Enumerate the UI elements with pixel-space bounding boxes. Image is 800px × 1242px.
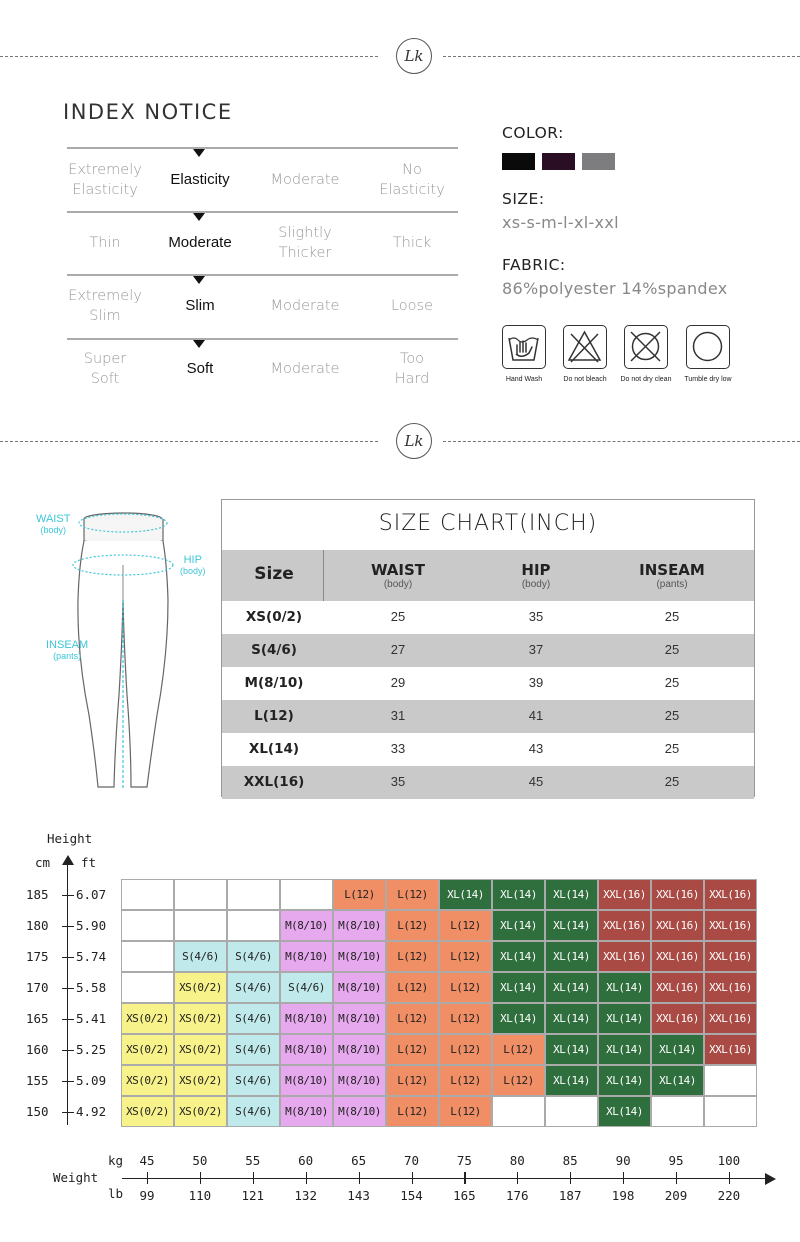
size-chart-size-cell: M(8/10) xyxy=(244,675,304,691)
height-tick-mark xyxy=(62,1112,74,1113)
size-grid-cell: XL(14) xyxy=(545,941,598,972)
height-ft-tick-label: 4.92 xyxy=(76,1103,107,1119)
size-chart-row xyxy=(222,601,754,634)
index-cell-selected: Soft xyxy=(186,360,214,377)
size-chart-header-sub: (pants) xyxy=(656,579,688,590)
lb-unit-label: lb xyxy=(108,1186,124,1201)
size-chart-value-cell: 27 xyxy=(390,642,406,657)
height-cm-tick-label: 180 xyxy=(26,917,49,933)
size-grid-empty-cell xyxy=(280,879,333,910)
middle-divider-left xyxy=(0,441,378,442)
height-cm-tick-label: 185 xyxy=(26,886,49,902)
height-cm-tick-label: 160 xyxy=(26,1041,49,1057)
size-chart-value-cell: 39 xyxy=(528,675,544,690)
size-chart-size-cell: XL(14) xyxy=(248,741,300,757)
size-values: xs-s-m-l-xl-xxl xyxy=(502,213,619,232)
size-grid-empty-cell xyxy=(174,879,227,910)
ft-unit-label: ft xyxy=(81,855,97,870)
weight-lb-tick-label: 132 xyxy=(294,1188,317,1203)
index-cell: Thin xyxy=(89,235,121,251)
height-ft-tick-label: 5.58 xyxy=(76,979,107,995)
index-cell: Moderate xyxy=(270,298,340,314)
height-tick-mark xyxy=(62,957,74,958)
weight-lb-tick-label: 121 xyxy=(241,1188,265,1203)
size-chart-row xyxy=(222,733,754,766)
weight-kg-tick-label: 70 xyxy=(403,1153,420,1168)
waist-label xyxy=(36,514,70,536)
size-chart-header-sub: (body) xyxy=(521,579,551,590)
size-chart-row xyxy=(222,667,754,700)
size-grid-cell: XXL(16) xyxy=(651,941,704,972)
weight-lb-tick-label: 110 xyxy=(188,1188,212,1203)
height-cm-tick-label: 165 xyxy=(26,1010,49,1026)
size-grid-cell: L(12) xyxy=(386,1096,439,1127)
size-chart-value-cell: 25 xyxy=(664,642,680,657)
size-chart-row xyxy=(222,700,754,733)
size-grid-cell: XL(14) xyxy=(545,879,598,910)
size-grid-cell: XXL(16) xyxy=(651,1003,704,1034)
size-grid-cell: XL(14) xyxy=(545,1003,598,1034)
size-grid-cell: XXL(16) xyxy=(704,941,757,972)
size-grid-cell: S(4/6) xyxy=(227,1034,280,1065)
index-cell-selected: Slim xyxy=(185,297,215,314)
do-not-dry-clean-icon xyxy=(624,325,668,369)
hip-label xyxy=(180,555,206,577)
waist-label-text: WAIST xyxy=(36,513,71,525)
color-swatch-gray xyxy=(582,153,615,170)
cm-unit-label: cm xyxy=(35,855,51,870)
index-cell: Moderate xyxy=(270,172,340,188)
size-grid-cell: XL(14) xyxy=(598,972,651,1003)
weight-kg-tick-label: 100 xyxy=(717,1153,741,1168)
size-grid-cell: XL(14) xyxy=(598,1034,651,1065)
weight-tick-mark xyxy=(200,1172,201,1184)
size-grid-empty-cell xyxy=(545,1096,598,1127)
weight-tick-mark xyxy=(412,1172,413,1184)
index-cell: Slightly Thicker xyxy=(278,225,332,261)
size-grid-cell: XL(14) xyxy=(545,1065,598,1096)
size-grid-cell: L(12) xyxy=(386,972,439,1003)
weight-tick-mark xyxy=(570,1172,571,1184)
size-grid-cell: XL(14) xyxy=(598,1003,651,1034)
size-grid-empty-cell xyxy=(121,879,174,910)
size-grid-empty-cell xyxy=(121,941,174,972)
hand-wash-icon xyxy=(502,325,546,369)
height-ft-tick-label: 6.07 xyxy=(76,886,107,902)
size-chart-size-cell: XXL(16) xyxy=(243,774,305,790)
size-chart-header-cell xyxy=(214,564,334,584)
size-grid-cell: XL(14) xyxy=(598,1096,651,1127)
size-grid-cell: L(12) xyxy=(386,941,439,972)
index-cell: No Elasticity xyxy=(379,162,445,198)
size-grid-empty-cell xyxy=(492,1096,545,1127)
weight-lb-tick-label: 209 xyxy=(664,1188,688,1203)
size-grid-cell: XXL(16) xyxy=(704,1003,757,1034)
size-chart-header-sub: (body) xyxy=(383,579,413,590)
weight-kg-tick-label: 60 xyxy=(298,1153,314,1168)
size-grid-cell: L(12) xyxy=(386,910,439,941)
size-grid-cell: XL(14) xyxy=(492,972,545,1003)
size-chart-value-cell: 31 xyxy=(390,708,406,723)
size-grid-cell: L(12) xyxy=(386,1003,439,1034)
index-divider-line xyxy=(67,338,458,340)
hip-label-sub: (body) xyxy=(180,566,206,576)
weight-axis-label: Weight xyxy=(53,1170,99,1185)
size-grid-cell: L(12) xyxy=(386,1034,439,1065)
size-grid-cell: XS(0/2) xyxy=(121,1003,174,1034)
size-chart-header-row xyxy=(222,550,754,601)
size-grid-cell: L(12) xyxy=(439,941,492,972)
height-cm-tick-label: 170 xyxy=(26,979,49,995)
size-chart-value-cell: 25 xyxy=(664,675,680,690)
size-grid-cell: XXL(16) xyxy=(704,1034,757,1065)
size-grid-empty-cell xyxy=(227,879,280,910)
index-divider-line xyxy=(67,211,458,213)
size-grid-empty-cell xyxy=(121,972,174,1003)
size-grid-cell: XL(14) xyxy=(492,1003,545,1034)
weight-kg-tick-label: 65 xyxy=(351,1153,367,1168)
waist-label-sub: (body) xyxy=(40,525,66,535)
size-grid-cell: M(8/10) xyxy=(333,972,386,1003)
size-grid-cell: XS(0/2) xyxy=(121,1034,174,1065)
size-grid-cell: S(4/6) xyxy=(227,972,280,1003)
size-chart-value-cell: 41 xyxy=(528,708,544,723)
size-grid-cell: XXL(16) xyxy=(704,972,757,1003)
size-grid-cell: M(8/10) xyxy=(333,1096,386,1127)
size-grid-cell: M(8/10) xyxy=(333,910,386,941)
size-grid-cell: XS(0/2) xyxy=(174,1096,227,1127)
weight-lb-tick-label: 187 xyxy=(558,1188,582,1203)
size-chart-size-cell: L(12) xyxy=(254,708,294,724)
index-indicator-arrow-icon xyxy=(193,340,205,348)
index-cell-selected: Moderate xyxy=(168,234,232,251)
inseam-label-text: INSEAM xyxy=(46,639,89,651)
index-cell: Too Hard xyxy=(394,351,430,387)
brand-logo-text: Lk xyxy=(404,47,424,65)
size-grid-cell: M(8/10) xyxy=(280,1034,333,1065)
size-grid-cell: S(4/6) xyxy=(227,941,280,972)
size-label: SIZE: xyxy=(502,190,545,208)
weight-lb-tick-label: 198 xyxy=(611,1188,635,1203)
color-label: COLOR: xyxy=(502,124,564,142)
size-grid-cell: M(8/10) xyxy=(333,1065,386,1096)
weight-lb-tick-label: 220 xyxy=(717,1188,741,1203)
height-axis-arrow-icon xyxy=(62,855,74,865)
size-grid-cell: M(8/10) xyxy=(333,1034,386,1065)
size-grid-cell: XXL(16) xyxy=(704,879,757,910)
weight-tick-mark xyxy=(147,1172,148,1184)
weight-tick-mark xyxy=(359,1172,360,1184)
size-grid-cell: S(4/6) xyxy=(174,941,227,972)
size-grid-cell: L(12) xyxy=(439,972,492,1003)
height-tick-mark xyxy=(62,988,74,989)
weight-kg-tick-label: 50 xyxy=(192,1153,208,1168)
size-grid-cell: S(4/6) xyxy=(227,1096,280,1127)
size-chart-value-cell: 35 xyxy=(528,609,544,624)
size-grid-cell: L(12) xyxy=(439,1065,492,1096)
size-grid-cell: S(4/6) xyxy=(280,972,333,1003)
size-grid-empty-cell xyxy=(227,910,280,941)
height-ft-tick-label: 5.09 xyxy=(76,1072,107,1088)
brand-logo-middle xyxy=(396,423,432,459)
size-chart-size-cell: XS(0/2) xyxy=(245,609,303,625)
size-grid-cell: XS(0/2) xyxy=(121,1065,174,1096)
size-chart-value-cell: 33 xyxy=(390,741,406,756)
brand-logo-top xyxy=(396,38,432,74)
size-grid-cell: XXL(16) xyxy=(598,910,651,941)
fabric-value: 86%polyester 14%spandex xyxy=(502,279,728,298)
index-indicator-arrow-icon xyxy=(193,149,205,157)
size-chart-value-cell: 25 xyxy=(664,708,680,723)
weight-tick-mark xyxy=(517,1172,518,1184)
size-grid-cell: M(8/10) xyxy=(280,1096,333,1127)
size-grid-cell: XS(0/2) xyxy=(174,1034,227,1065)
size-grid-cell: L(12) xyxy=(492,1034,545,1065)
size-grid-cell: XL(14) xyxy=(651,1065,704,1096)
weight-tick-mark xyxy=(253,1172,254,1184)
size-grid-cell: XL(14) xyxy=(492,941,545,972)
size-chart-value-cell: 43 xyxy=(528,741,544,756)
weight-axis-arrow-icon xyxy=(765,1173,776,1185)
size-grid-cell: XL(14) xyxy=(545,972,598,1003)
index-divider-line xyxy=(67,147,458,149)
size-chart-value-cell: 45 xyxy=(528,774,544,789)
size-grid-cell: XS(0/2) xyxy=(174,1065,227,1096)
index-cell: Super Soft xyxy=(83,351,127,387)
size-grid-cell: L(12) xyxy=(439,1034,492,1065)
weight-lb-tick-label: 176 xyxy=(506,1188,529,1203)
height-ft-tick-label: 5.25 xyxy=(76,1041,107,1057)
index-cell-selected: Elasticity xyxy=(170,171,230,188)
brand-logo-text: Lk xyxy=(404,432,424,450)
height-cm-tick-label: 155 xyxy=(26,1072,49,1088)
size-grid-cell: XS(0/2) xyxy=(121,1096,174,1127)
size-grid-cell: L(12) xyxy=(386,1065,439,1096)
hip-label-text: HIP xyxy=(183,554,202,566)
height-ft-tick-label: 5.74 xyxy=(76,948,107,964)
index-cell: Moderate xyxy=(270,361,340,377)
size-grid-cell: M(8/10) xyxy=(280,941,333,972)
do-not-bleach-icon xyxy=(563,325,607,369)
index-cell: Extremely Elasticity xyxy=(68,162,142,198)
height-cm-tick-label: 150 xyxy=(26,1103,49,1119)
size-grid-cell: XL(14) xyxy=(545,910,598,941)
size-chart-value-cell: 35 xyxy=(390,774,406,789)
size-grid-cell: L(12) xyxy=(333,879,386,910)
size-grid-cell: XS(0/2) xyxy=(174,972,227,1003)
weight-lb-tick-label: 99 xyxy=(139,1188,155,1203)
index-indicator-arrow-icon xyxy=(193,213,205,221)
size-grid-cell: L(12) xyxy=(439,910,492,941)
size-grid-cell: XXL(16) xyxy=(651,879,704,910)
index-cell: Thick xyxy=(392,235,432,251)
size-chart-header-cell xyxy=(612,561,732,590)
kg-unit-label: kg xyxy=(108,1153,124,1168)
height-axis-label: Height xyxy=(47,831,93,846)
size-grid-cell: XXL(16) xyxy=(651,972,704,1003)
size-grid-cell: S(4/6) xyxy=(227,1065,280,1096)
height-ft-tick-label: 5.41 xyxy=(76,1010,107,1026)
weight-kg-tick-label: 90 xyxy=(615,1153,631,1168)
size-grid-cell: XL(14) xyxy=(439,879,492,910)
weight-tick-mark xyxy=(623,1172,624,1184)
height-tick-mark xyxy=(62,1019,74,1020)
weight-lb-tick-label: 154 xyxy=(400,1188,423,1203)
size-grid-cell: XXL(16) xyxy=(598,879,651,910)
size-grid-empty-cell xyxy=(651,1096,704,1127)
weight-lb-tick-label: 143 xyxy=(347,1188,370,1203)
weight-kg-tick-label: 75 xyxy=(456,1153,472,1168)
weight-kg-tick-label: 85 xyxy=(562,1153,578,1168)
size-chart-header-cell xyxy=(476,561,596,590)
size-grid-cell: M(8/10) xyxy=(280,910,333,941)
size-chart-header-label: INSEAM xyxy=(639,561,705,579)
height-cm-tick-label: 175 xyxy=(26,948,49,964)
size-chart-size-cell: S(4/6) xyxy=(251,642,297,658)
size-chart-header-label: HIP xyxy=(521,561,551,579)
size-grid-cell: L(12) xyxy=(439,1096,492,1127)
size-grid-cell: XL(14) xyxy=(545,1034,598,1065)
weight-tick-mark xyxy=(729,1172,730,1184)
size-chart-value-cell: 25 xyxy=(664,774,680,789)
weight-kg-tick-label: 55 xyxy=(245,1153,261,1168)
size-grid-cell: L(12) xyxy=(386,879,439,910)
height-tick-mark xyxy=(62,895,74,896)
do-not-dry-clean-label: Do not dry clean xyxy=(620,376,672,383)
top-divider-right xyxy=(443,56,800,57)
weight-kg-tick-label: 80 xyxy=(509,1153,525,1168)
weight-tick-mark xyxy=(676,1172,677,1184)
height-tick-mark xyxy=(62,1081,74,1082)
size-grid-empty-cell xyxy=(704,1096,757,1127)
size-grid-cell: XL(14) xyxy=(492,910,545,941)
inseam-label xyxy=(46,640,88,662)
weight-tick-mark xyxy=(464,1172,465,1184)
color-swatch-purple xyxy=(542,153,575,170)
size-grid-cell: XXL(16) xyxy=(651,910,704,941)
size-chart-header-cell xyxy=(338,561,458,590)
tumble-dry-low-label: Tumble dry low xyxy=(684,376,732,383)
top-divider-left xyxy=(0,56,378,57)
size-chart-value-cell: 25 xyxy=(390,609,406,624)
do-not-bleach-label: Do not bleach xyxy=(563,376,607,383)
size-chart-header-label: Size xyxy=(254,564,294,584)
height-ft-tick-label: 5.90 xyxy=(76,917,107,933)
size-grid-empty-cell xyxy=(121,910,174,941)
size-chart-value-cell: 25 xyxy=(664,609,680,624)
size-chart-value-cell: 29 xyxy=(390,675,406,690)
index-notice-title: INDEX NOTICE xyxy=(63,100,233,124)
size-grid-cell: M(8/10) xyxy=(333,1003,386,1034)
tumble-dry-low-icon xyxy=(686,325,730,369)
size-chart-row xyxy=(222,634,754,667)
index-cell: Loose xyxy=(390,298,434,314)
size-grid-cell: XS(0/2) xyxy=(174,1003,227,1034)
index-indicator-arrow-icon xyxy=(193,276,205,284)
size-grid-cell: XXL(16) xyxy=(704,910,757,941)
size-grid-empty-cell xyxy=(174,910,227,941)
size-grid-empty-cell xyxy=(704,1065,757,1096)
size-chart-value-cell: 37 xyxy=(528,642,544,657)
color-swatch-black xyxy=(502,153,535,170)
index-divider-line xyxy=(67,274,458,276)
weight-lb-tick-label: 165 xyxy=(453,1188,476,1203)
middle-divider-right xyxy=(443,441,800,442)
size-chart-value-cell: 25 xyxy=(664,741,680,756)
weight-kg-tick-label: 45 xyxy=(139,1153,155,1168)
weight-axis-line xyxy=(122,1178,767,1179)
weight-kg-tick-label: 95 xyxy=(668,1153,684,1168)
size-grid-cell: XXL(16) xyxy=(598,941,651,972)
size-grid-cell: L(12) xyxy=(492,1065,545,1096)
height-axis-line xyxy=(67,862,68,1125)
size-chart-header-label: WAIST xyxy=(370,561,426,579)
size-grid-cell: XL(14) xyxy=(598,1065,651,1096)
size-grid-cell: M(8/10) xyxy=(333,941,386,972)
size-chart-title: SIZE CHART(INCH) xyxy=(378,511,598,536)
size-grid-cell: M(8/10) xyxy=(280,1065,333,1096)
size-grid-cell: L(12) xyxy=(439,1003,492,1034)
size-chart-row xyxy=(222,766,754,799)
weight-tick-mark xyxy=(306,1172,307,1184)
size-grid-cell: XL(14) xyxy=(492,879,545,910)
size-grid-cell: XL(14) xyxy=(651,1034,704,1065)
height-tick-mark xyxy=(62,1050,74,1051)
hand-wash-label: Hand Wash xyxy=(505,376,543,383)
fabric-label: FABRIC: xyxy=(502,256,566,274)
size-grid-cell: S(4/6) xyxy=(227,1003,280,1034)
height-tick-mark xyxy=(62,926,74,927)
size-grid-cell: M(8/10) xyxy=(280,1003,333,1034)
inseam-label-sub: (pants) xyxy=(53,651,82,661)
index-cell: Extremely Slim xyxy=(68,288,142,324)
